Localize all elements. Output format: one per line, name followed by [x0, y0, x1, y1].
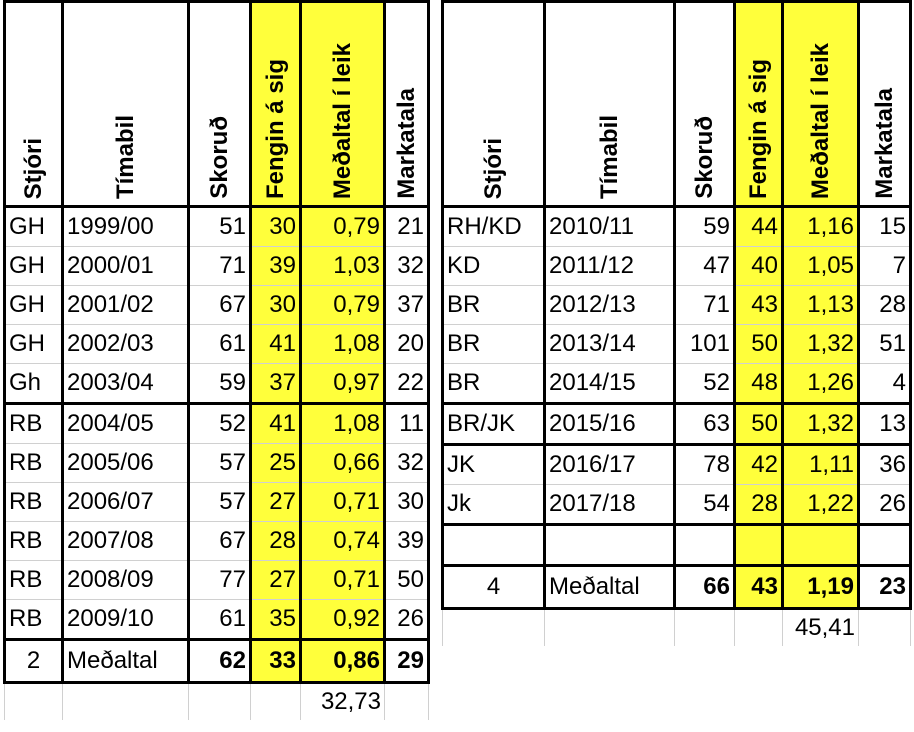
table-row [443, 445, 911, 485]
goal-diff-cell[interactable]: 13 [859, 404, 911, 445]
conceded-cell[interactable]: 28 [735, 485, 783, 525]
conceded-cell[interactable]: 41 [251, 325, 301, 364]
table-row [5, 444, 429, 483]
goal-diff-cell[interactable] [859, 525, 911, 566]
average-per-game-cell[interactable]: 1,13 [783, 286, 859, 325]
season-cell[interactable]: 2001/02 [63, 286, 189, 325]
conceded-cell[interactable]: 27 [251, 483, 301, 522]
conceded-cell[interactable]: 27 [251, 561, 301, 600]
manager-cell[interactable]: RB [5, 404, 63, 444]
header-label: Tímabil [111, 114, 139, 199]
scored-cell[interactable]: 101 [675, 325, 735, 364]
season-cell[interactable]: 2004/05 [63, 404, 189, 444]
header-label: Meðaltal í leik [806, 42, 834, 199]
goal-diff-cell[interactable]: 32 [385, 247, 429, 286]
season-cell[interactable]: 2010/11 [545, 207, 675, 247]
goal-diff-cell[interactable]: 22 [385, 364, 429, 404]
average-per-game-cell[interactable]: 0,92 [301, 600, 385, 640]
header-cell[interactable] [443, 2, 545, 207]
extra-row [5, 683, 429, 721]
conceded-cell[interactable]: 30 [251, 286, 301, 325]
table-row [443, 404, 911, 445]
scored-cell[interactable]: 59 [675, 207, 735, 247]
manager-cell[interactable]: RB [5, 444, 63, 483]
average-per-game-cell[interactable]: 0,79 [301, 207, 385, 247]
season-cell[interactable]: 2002/03 [63, 325, 189, 364]
scored-cell[interactable]: 67 [189, 286, 251, 325]
header-cell[interactable] [251, 2, 301, 207]
manager-cell[interactable]: KD [443, 247, 545, 286]
conceded-cell[interactable]: 30 [251, 207, 301, 247]
scored-cell[interactable]: 57 [189, 483, 251, 522]
header-label: Markatala [870, 88, 898, 199]
goal-diff-cell[interactable]: 15 [859, 207, 911, 247]
average-cell[interactable]: 2 [5, 640, 63, 683]
header-label: Markatala [392, 88, 420, 199]
header-cell[interactable] [63, 2, 189, 207]
goal-diff-cell[interactable]: 37 [385, 286, 429, 325]
header-cell[interactable] [5, 2, 63, 207]
empty-cell[interactable] [385, 683, 429, 721]
manager-cell[interactable]: RH/KD [443, 207, 545, 247]
average-cell[interactable]: 29 [385, 640, 429, 683]
header-cell[interactable] [675, 2, 735, 207]
manager-cell[interactable]: GH [5, 325, 63, 364]
conceded-cell[interactable]: 37 [251, 364, 301, 404]
empty-cell[interactable] [251, 683, 301, 721]
header-label: Skoruð [690, 116, 718, 199]
average-label[interactable]: Meðaltal [545, 566, 675, 609]
average-per-game-cell[interactable]: 1,26 [783, 364, 859, 404]
header-cell[interactable] [859, 2, 911, 207]
table-row [5, 207, 429, 247]
manager-cell[interactable]: GH [5, 247, 63, 286]
season-cell[interactable]: 2016/17 [545, 445, 675, 485]
empty-cell[interactable] [545, 609, 675, 647]
empty-cell[interactable] [63, 683, 189, 721]
table-row [5, 286, 429, 325]
table-row [443, 247, 911, 286]
manager-cell[interactable]: RB [5, 483, 63, 522]
manager-cell[interactable]: RB [5, 600, 63, 640]
header-cell[interactable] [189, 2, 251, 207]
empty-cell[interactable] [735, 609, 783, 647]
season-cell[interactable]: 2005/06 [63, 444, 189, 483]
table-row [5, 247, 429, 286]
table-row [443, 525, 911, 566]
average-cell[interactable]: 4 [443, 566, 545, 609]
average-per-game-cell[interactable]: 0,79 [301, 286, 385, 325]
scored-cell[interactable]: 59 [189, 364, 251, 404]
scored-cell[interactable]: 57 [189, 444, 251, 483]
average-cell[interactable]: 33 [251, 640, 301, 683]
goal-diff-cell[interactable]: 20 [385, 325, 429, 364]
average-per-game-cell[interactable] [783, 525, 859, 566]
average-per-game-cell[interactable]: 1,08 [301, 404, 385, 444]
empty-cell[interactable] [5, 683, 63, 721]
goal-diff-cell[interactable]: 39 [385, 522, 429, 561]
season-cell[interactable]: 2007/08 [63, 522, 189, 561]
goal-diff-cell[interactable]: 28 [859, 286, 911, 325]
season-cell[interactable]: 2012/13 [545, 286, 675, 325]
conceded-cell[interactable]: 40 [735, 247, 783, 286]
header-label: Skoruð [205, 116, 233, 199]
season-cell[interactable]: 2013/14 [545, 325, 675, 364]
manager-cell[interactable]: GH [5, 286, 63, 325]
conceded-cell[interactable]: 50 [735, 404, 783, 445]
average-cell[interactable]: 1,19 [783, 566, 859, 609]
table-row [443, 325, 911, 364]
average-per-game-cell[interactable]: 1,08 [301, 325, 385, 364]
scored-cell[interactable]: 52 [675, 364, 735, 404]
extra-value-cell[interactable]: 32,73 [301, 683, 385, 721]
manager-cell[interactable]: Gh [5, 364, 63, 404]
goal-diff-cell[interactable]: 50 [385, 561, 429, 600]
table-row [5, 600, 429, 640]
header-label: Fengin á sig [261, 58, 289, 199]
stats-table-right [441, 0, 912, 646]
average-per-game-cell[interactable]: 0,71 [301, 561, 385, 600]
season-cell[interactable]: 2000/01 [63, 247, 189, 286]
table-row [5, 483, 429, 522]
conceded-cell[interactable]: 25 [251, 444, 301, 483]
empty-cell[interactable] [443, 609, 545, 647]
stats-table-left [3, 0, 430, 720]
manager-cell[interactable]: BR [443, 364, 545, 404]
manager-cell[interactable]: RB [5, 561, 63, 600]
manager-cell[interactable]: BR [443, 325, 545, 364]
conceded-cell[interactable]: 50 [735, 325, 783, 364]
average-per-game-cell[interactable]: 1,16 [783, 207, 859, 247]
table-row [5, 325, 429, 364]
goal-diff-cell[interactable]: 51 [859, 325, 911, 364]
manager-cell[interactable]: JK [443, 445, 545, 485]
extra-row [443, 609, 911, 647]
season-cell[interactable]: 2011/12 [545, 247, 675, 286]
average-per-game-cell[interactable]: 0,74 [301, 522, 385, 561]
season-cell[interactable]: 2017/18 [545, 485, 675, 525]
manager-cell[interactable]: BR [443, 286, 545, 325]
conceded-cell[interactable]: 35 [251, 600, 301, 640]
season-cell[interactable]: 2008/09 [63, 561, 189, 600]
goal-diff-cell[interactable]: 4 [859, 364, 911, 404]
conceded-cell[interactable]: 42 [735, 445, 783, 485]
goal-diff-cell[interactable]: 32 [385, 444, 429, 483]
header-label: Stjóri [479, 137, 507, 199]
extra-value-cell[interactable]: 45,41 [783, 609, 859, 647]
scored-cell[interactable]: 71 [675, 286, 735, 325]
manager-cell[interactable]: Jk [443, 485, 545, 525]
conceded-cell[interactable]: 28 [251, 522, 301, 561]
empty-cell[interactable] [189, 683, 251, 721]
table-row [443, 207, 911, 247]
average-cell[interactable]: 66 [675, 566, 735, 609]
season-cell[interactable]: 2014/15 [545, 364, 675, 404]
table-left [3, 0, 430, 720]
season-cell[interactable]: 2015/16 [545, 404, 675, 445]
average-per-game-cell[interactable]: 1,22 [783, 485, 859, 525]
goal-diff-cell[interactable]: 26 [385, 600, 429, 640]
average-per-game-cell[interactable]: 1,32 [783, 325, 859, 364]
average-label[interactable]: Meðaltal [63, 640, 189, 683]
table-row [5, 561, 429, 600]
scored-cell[interactable]: 78 [675, 445, 735, 485]
average-row [5, 640, 429, 683]
goal-diff-cell[interactable]: 21 [385, 207, 429, 247]
header-label: Tímabil [595, 114, 623, 199]
scored-cell[interactable]: 71 [189, 247, 251, 286]
average-cell[interactable]: 62 [189, 640, 251, 683]
average-cell[interactable]: 0,86 [301, 640, 385, 683]
goal-diff-cell[interactable]: 36 [859, 445, 911, 485]
empty-cell[interactable] [859, 609, 911, 647]
scored-cell[interactable]: 67 [189, 522, 251, 561]
conceded-cell[interactable]: 39 [251, 247, 301, 286]
average-per-game-cell[interactable]: 0,71 [301, 483, 385, 522]
scored-cell[interactable]: 63 [675, 404, 735, 445]
season-cell[interactable] [545, 525, 675, 566]
table-row [5, 522, 429, 561]
scored-cell[interactable]: 52 [189, 404, 251, 444]
conceded-cell[interactable]: 48 [735, 364, 783, 404]
goal-diff-cell[interactable]: 26 [859, 485, 911, 525]
average-per-game-cell[interactable]: 1,03 [301, 247, 385, 286]
header-row [5, 2, 429, 207]
table-row [443, 485, 911, 525]
header-row [443, 2, 911, 207]
average-per-game-cell[interactable]: 1,11 [783, 445, 859, 485]
average-row [443, 566, 911, 609]
scored-cell[interactable]: 61 [189, 600, 251, 640]
season-cell[interactable]: 1999/00 [63, 207, 189, 247]
table-row [5, 364, 429, 404]
empty-cell[interactable] [675, 609, 735, 647]
season-cell[interactable]: 2003/04 [63, 364, 189, 404]
conceded-cell[interactable]: 44 [735, 207, 783, 247]
scored-cell[interactable]: 51 [189, 207, 251, 247]
conceded-cell[interactable] [735, 525, 783, 566]
average-cell[interactable]: 23 [859, 566, 911, 609]
header-label: Stjóri [19, 137, 47, 199]
scored-cell[interactable]: 47 [675, 247, 735, 286]
manager-cell[interactable] [443, 525, 545, 566]
average-per-game-cell[interactable]: 1,05 [783, 247, 859, 286]
season-cell[interactable]: 2006/07 [63, 483, 189, 522]
header-cell[interactable] [735, 2, 783, 207]
table-right [441, 0, 912, 646]
header-cell[interactable] [301, 2, 385, 207]
manager-cell[interactable]: RB [5, 522, 63, 561]
manager-cell[interactable]: GH [5, 207, 63, 247]
conceded-cell[interactable]: 43 [735, 286, 783, 325]
goal-diff-cell[interactable]: 7 [859, 247, 911, 286]
manager-cell[interactable]: BR/JK [443, 404, 545, 445]
table-row [443, 364, 911, 404]
season-cell[interactable]: 2009/10 [63, 600, 189, 640]
average-per-game-cell[interactable]: 0,66 [301, 444, 385, 483]
header-label: Fengin á sig [744, 58, 772, 199]
table-row [443, 286, 911, 325]
goal-diff-cell[interactable]: 30 [385, 483, 429, 522]
goal-diff-cell[interactable]: 11 [385, 404, 429, 444]
scored-cell[interactable]: 61 [189, 325, 251, 364]
scored-cell[interactable] [675, 525, 735, 566]
header-label: Meðaltal í leik [328, 42, 356, 199]
average-cell[interactable]: 43 [735, 566, 783, 609]
average-per-game-cell[interactable]: 0,97 [301, 364, 385, 404]
scored-cell[interactable]: 77 [189, 561, 251, 600]
scored-cell[interactable]: 54 [675, 485, 735, 525]
header-cell[interactable] [385, 2, 429, 207]
conceded-cell[interactable]: 41 [251, 404, 301, 444]
table-row [5, 404, 429, 444]
average-per-game-cell[interactable]: 1,32 [783, 404, 859, 445]
header-cell[interactable] [545, 2, 675, 207]
header-cell[interactable] [783, 2, 859, 207]
